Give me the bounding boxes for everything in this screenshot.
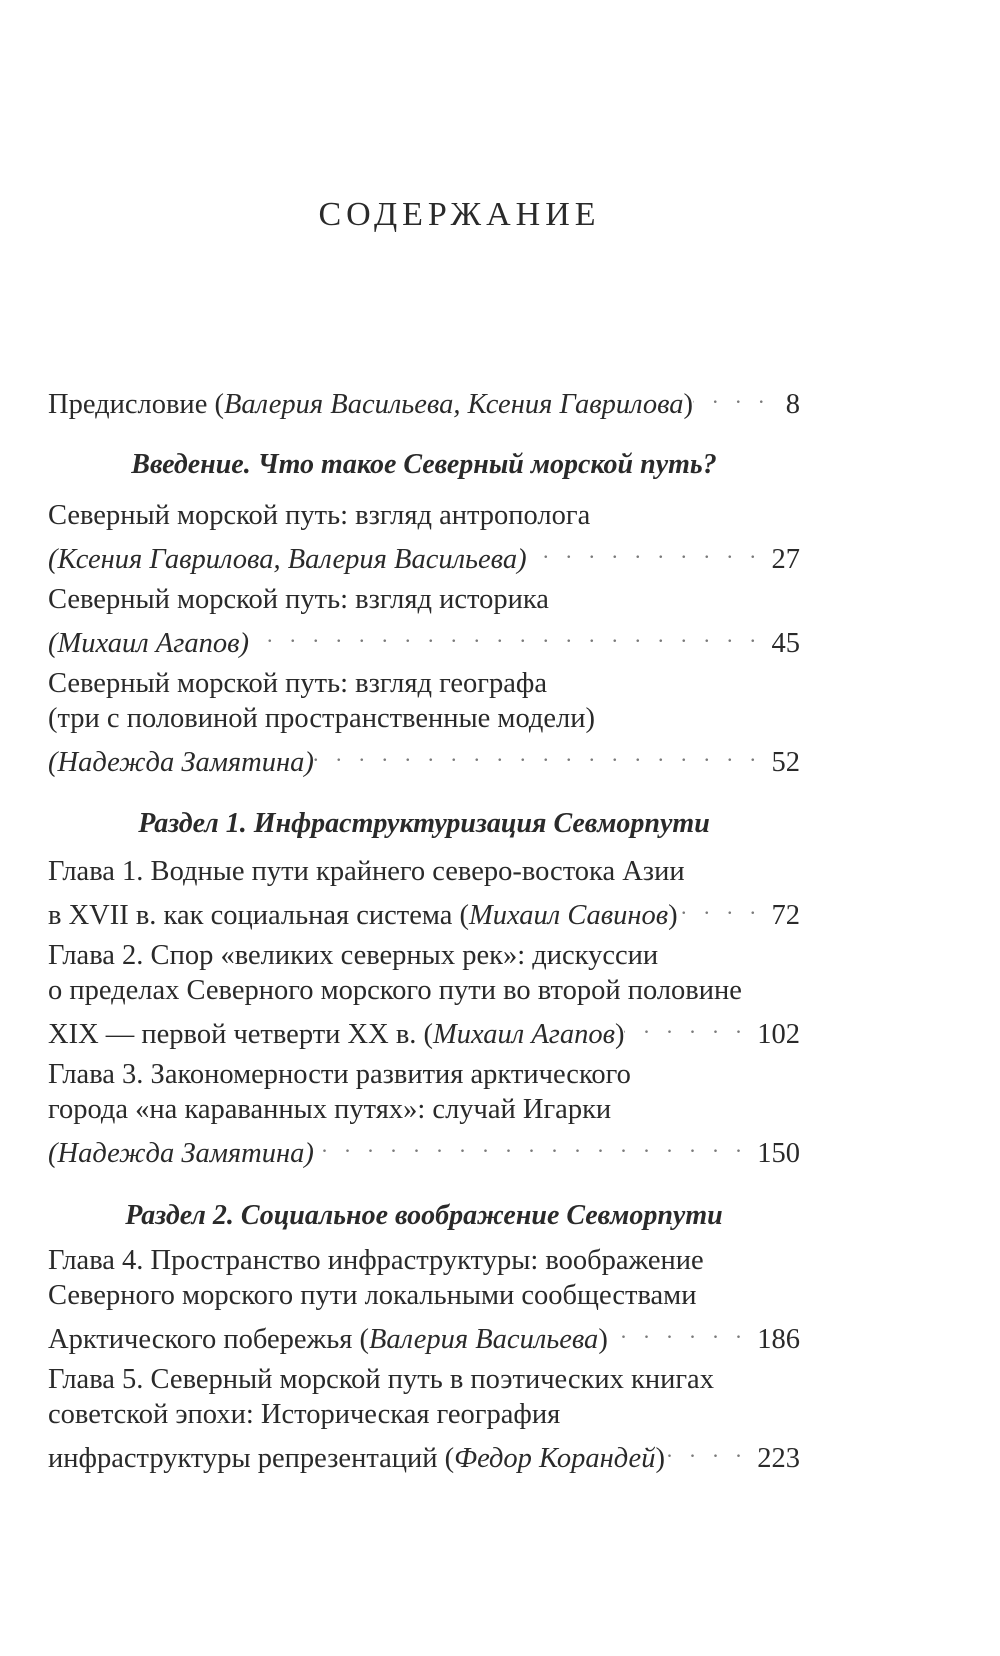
entry-title-line: города «на караванных путях»: случай Игарки <box>48 1094 612 1125</box>
entry-text-suffix: ) <box>598 1324 608 1355</box>
entry-text-prefix: в XVII в. как социальная система ( <box>48 900 470 931</box>
dot-leader <box>678 889 772 924</box>
entry-title-line: советской эпохи: Историческая география <box>48 1399 561 1430</box>
toc-entry[interactable] <box>48 498 800 575</box>
section-heading-intro: Введение. Что такое Северный морской путь? <box>131 449 717 480</box>
entry-title-line: о пределах Северного морского пути во второй половине <box>48 975 742 1006</box>
entry-text-suffix: ) <box>614 1019 625 1050</box>
toc-entry[interactable] <box>48 854 800 931</box>
entry-authors: (Надежда Замятина) <box>48 747 314 778</box>
entry-text-prefix: Предисловие ( <box>48 389 224 420</box>
section-heading-section-1: Раздел 1. Инфраструктуризация Севморпути <box>138 808 710 839</box>
toc-entry-preface[interactable] <box>48 378 800 420</box>
entry-authors: Валерия Васильева <box>368 1324 599 1355</box>
toc-entry[interactable] <box>48 582 800 659</box>
page-number: 72 <box>771 900 800 931</box>
page-number: 8 <box>785 389 800 420</box>
entry-title-line: Северного морского пути локальными сообществами <box>48 1280 697 1311</box>
entry-authors: Михаил Савинов <box>469 900 669 931</box>
page-number: 150 <box>757 1138 800 1169</box>
dot-leader <box>608 1313 757 1348</box>
entry-authors: Валерия Васильева, Ксения Гаврилова <box>223 389 684 420</box>
entry-title-line: Северный морской путь: взгляд антрополога <box>48 500 591 531</box>
dot-leader <box>624 1008 757 1043</box>
entry-text-prefix: XIX — первой четверти XX в. ( <box>48 1019 434 1050</box>
entry-title-line: Глава 5. Северный морской путь в поэтических книгах <box>48 1364 714 1395</box>
entry-authors: (Надежда Замятина) <box>48 1138 314 1169</box>
dot-leader <box>665 1432 757 1467</box>
page-number: 52 <box>771 747 800 778</box>
toc-entry[interactable] <box>48 666 800 778</box>
page-number: 45 <box>771 628 800 659</box>
entry-authors: Михаил Агапов <box>433 1019 615 1050</box>
entry-authors: (Ксения Гаврилова, Валерия Васильева) <box>48 544 527 575</box>
dot-leader <box>249 617 772 652</box>
entry-title-line: Глава 2. Спор «великих северных рек»: дискуссии <box>48 940 659 971</box>
page-title: СОДЕРЖАНИЕ <box>318 196 601 233</box>
entry-text-suffix: ) <box>683 389 694 420</box>
toc-entry[interactable] <box>48 938 800 1050</box>
entry-text-suffix: ) <box>655 1443 665 1474</box>
page-number: 186 <box>757 1324 800 1355</box>
dot-leader <box>314 1127 757 1162</box>
toc-entry[interactable] <box>48 1057 800 1169</box>
toc-entry[interactable] <box>48 1243 800 1355</box>
page-number: 223 <box>757 1443 800 1474</box>
dot-leader <box>693 378 780 413</box>
page-number: 102 <box>757 1019 800 1050</box>
toc-entry[interactable] <box>48 1362 800 1474</box>
entry-text-suffix: ) <box>668 900 678 931</box>
entry-title-line: Глава 3. Закономерности развития арктического <box>48 1059 631 1090</box>
dot-leader <box>527 533 772 568</box>
entry-authors: Федор Корандей <box>454 1443 656 1474</box>
entry-text-prefix: инфраструктуры репрезентаций ( <box>48 1443 455 1474</box>
entry-authors: (Михаил Агапов) <box>48 628 249 659</box>
entry-title-line: Северный морской путь: взгляд историка <box>48 584 549 615</box>
entry-text-prefix: Арктического побережья ( <box>48 1324 369 1355</box>
entry-title-line: (три с половиной пространственные модели) <box>48 703 595 734</box>
entry-title-line: Глава 4. Пространство инфраструктуры: воображение <box>48 1245 704 1276</box>
entry-title-line: Северный морской путь: взгляд географа <box>48 668 548 699</box>
page-number: 27 <box>771 544 800 575</box>
entry-title-line: Глава 1. Водные пути крайнего северо-востока Азии <box>48 856 685 887</box>
dot-leader <box>314 736 772 771</box>
section-heading-section-2: Раздел 2. Социальное воображение Севморпути <box>125 1200 723 1231</box>
